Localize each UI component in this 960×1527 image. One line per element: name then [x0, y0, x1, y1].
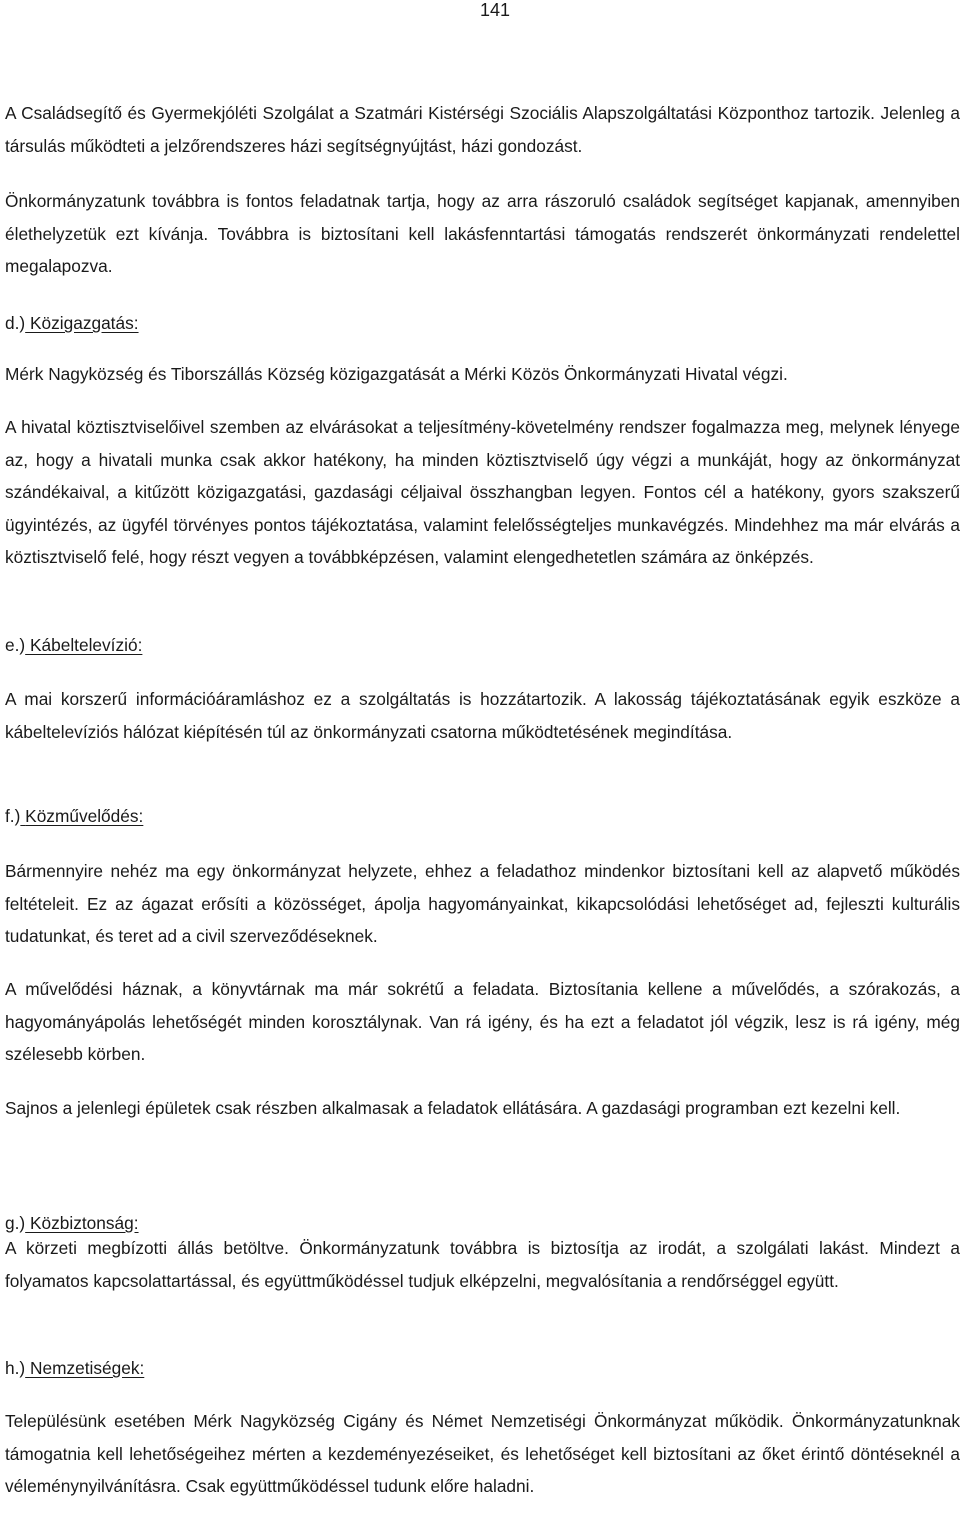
- heading-title: Közművelődés:: [25, 806, 144, 826]
- paragraph-public-safety: A körzeti megbízotti állás betöltve. Önkormányzatunk továbbra is biztosítja az irodát, a szolgálati lakást. Mindezt a folyamatos kapcsolattartással, és együttműködéssel tudjuk elképzelni, megvalósítania a rendőrséggel együtt.: [5, 1238, 960, 1291]
- heading-nemzetisegek: [5, 1352, 144, 1385]
- paragraph-civil-servants: A hivatal köztisztviselőivel szemben az elvárásokat a teljesítmény-követelmény rendszer fogalmazza meg, melynek lényege az, hogy a hivatali munka csak akkor hatékony, ha minden köztisztviselő úgy végzi a munkáját, hogy az önkormányzat szándékaival, a kitűzött közigazgatási, gazdasági céljaival összhangban legyen. Fontos cél a hatékony, gyors szakszerű ügyintézés, az ügyfél törvényes pontos tájékoztatása, valamint felelősségteljes munkavégzés. Mindehhez ma már elvárás a köztisztviselő felé, hogy részt vegyen a továbbképzésen, valamint elengedhetetlen számára az önképzés.: [5, 417, 960, 567]
- paragraph-cable-tv: A mai korszerű információáramláshoz ez a szolgáltatás is hozzátartozik. A lakosság tájékoztatásának egyik eszköze a kábeltelevíziós hálózat kiépítésén túl az önkormányzati csatorna működtetésének megindítása.: [5, 689, 960, 742]
- heading-title: Kábeltelevízió:: [29, 635, 143, 655]
- heading-label: g.): [5, 1213, 26, 1233]
- heading-kozmuvelodes: [5, 800, 143, 833]
- heading-kozigazgatas: [5, 307, 139, 340]
- heading-label: f.): [5, 806, 21, 826]
- page-number: 141: [479, 0, 511, 20]
- heading-title: Közbiztonság:: [29, 1213, 139, 1233]
- paragraph-administration-office: Mérk Nagyközség és Tiborszállás Község közigazgatását a Mérki Közös Önkormányzati Hivatal végzi.: [5, 364, 788, 384]
- paragraph-cultural-house: A művelődési háznak, a könyvtárnak ma már sokrétű a feladata. Biztosítania kellene a művelődés, a szórakozás, a hagyományápolás lehetőségét minden korosztálynak. Van rá igény, és ha ezt a feladatot jól végzik, lesz is rá igény, még szélesebb körben.: [5, 979, 960, 1064]
- paragraph-culture: Bármennyire nehéz ma egy önkormányzat helyzete, ehhez a feladathoz mindenkor biztosítani kell az alapvető működés feltételeit. Ez az ágazat erősíti a közösséget, ápolja hagyományainkat, kikapcsolódási lehetőséget ad, fejleszti kulturális tudatunkat, és teret ad a civil szerveződéseknek.: [5, 861, 960, 946]
- paragraph-social-services: A Családsegítő és Gyermekjóléti Szolgálat a Szatmári Kistérségi Szociális Alapszolgáltatási Központhoz tartozik. Jelenleg a társulás működteti a jelzőrendszeres házi segítségnyújtást, házi gondozást.: [5, 103, 960, 156]
- heading-kabeltelevizio: [5, 629, 142, 662]
- heading-label: h.): [5, 1358, 26, 1378]
- heading-title: Nemzetiségek:: [29, 1358, 145, 1378]
- paragraph-family-support: Önkormányzatunk továbbra is fontos feladatnak tartja, hogy az arra rászoruló családok segítséget kapjanak, amennyiben élethelyzetük ezt kívánja. Továbbra is biztosítani kell lakásfenntartási támogatás rendszerét önkormányzati rendelettel megalapozva.: [5, 191, 960, 276]
- paragraph-nationalities: Településünk esetében Mérk Nagyközség Cigány és Német Nemzetiségi Önkormányzat működik. Önkormányzatunknak támogatnia kell lehetőségeihez mérten a kezdeményezéseiket, és lehetőséget kell biztosítani az őket érintő döntéseknél a véleménynyilvánításra. Csak együttműködéssel tudunk előre haladni.: [5, 1411, 960, 1496]
- heading-label: d.): [5, 313, 26, 333]
- heading-label: e.): [5, 635, 26, 655]
- paragraph-buildings: Sajnos a jelenlegi épületek csak részben alkalmasak a feladatok ellátására. A gazdasági programban ezt kezelni kell.: [5, 1098, 901, 1118]
- heading-title: Közigazgatás:: [29, 313, 139, 333]
